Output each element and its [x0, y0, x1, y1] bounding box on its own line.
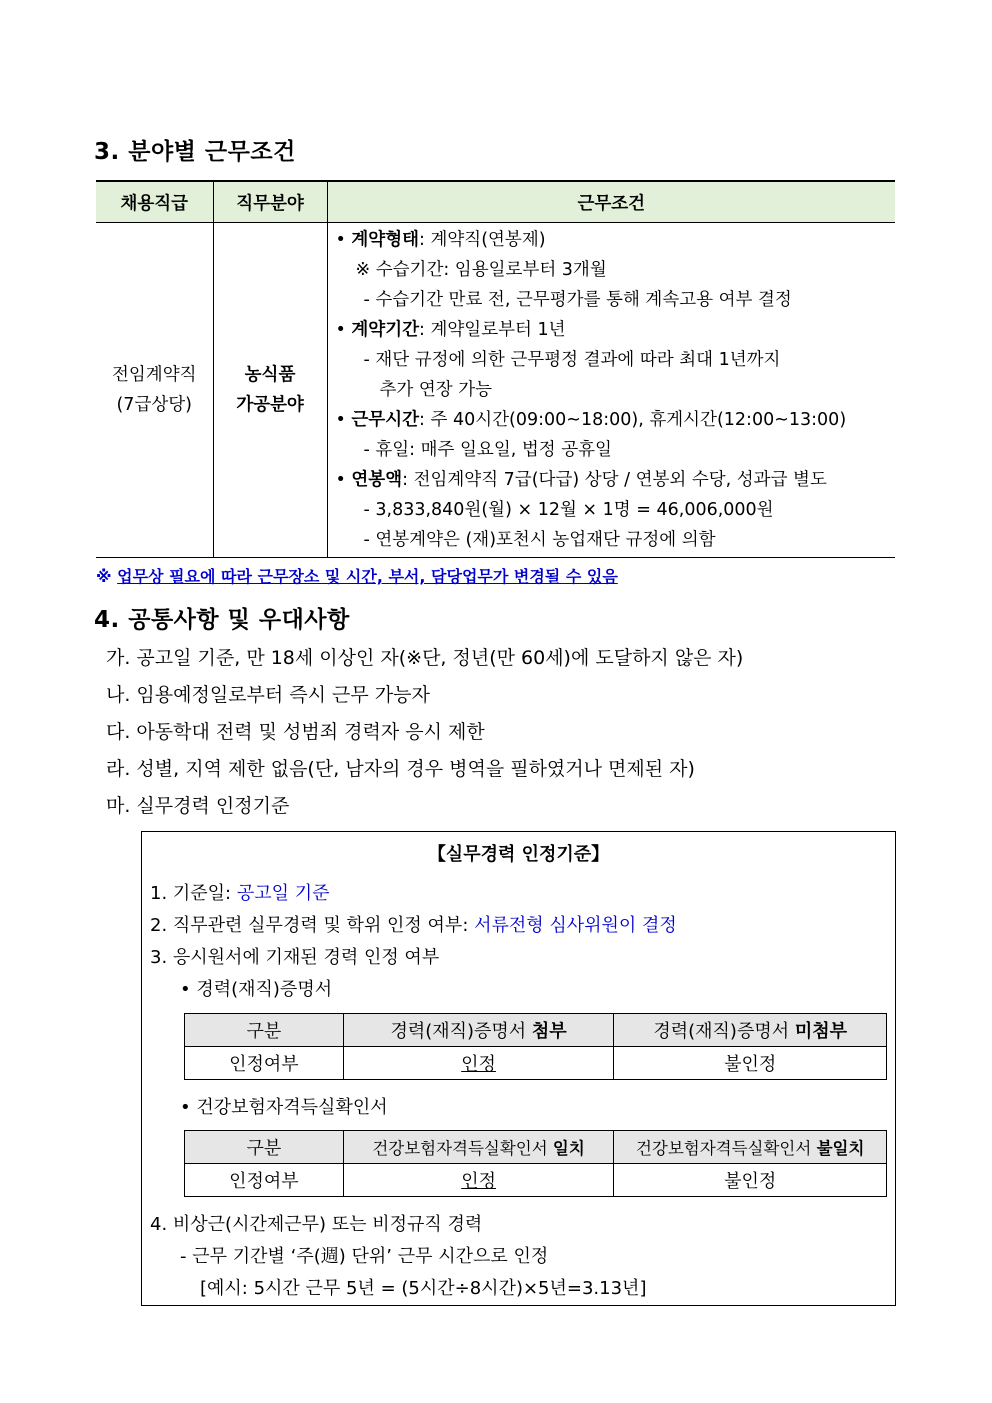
condition-salary	[336, 465, 888, 495]
section4-title: 4. 공통사항 및 우대사항	[94, 607, 350, 633]
position-line2: (7급상당)	[116, 395, 192, 415]
table-row	[185, 1047, 887, 1080]
table-header-row	[96, 181, 895, 223]
position-cell	[96, 223, 213, 558]
bullet: •	[335, 470, 346, 490]
col-match-text: 건강보험자격득실확인서	[372, 1139, 553, 1158]
row-label: 인정여부	[185, 1164, 344, 1197]
criteria-item-1	[150, 879, 330, 905]
criteria-1-value: 공고일 기준	[236, 883, 330, 904]
bullet-career-certificate: • 경력(재직)증명서	[180, 979, 333, 1000]
contract-period-label: 계약기간	[351, 320, 420, 340]
box-title: 【실무경력 인정기준】	[427, 844, 610, 865]
field-line1: 농식품	[244, 365, 296, 385]
work-hours-sub: - 휴일: 매주 일요일, 법정 공휴일	[363, 440, 612, 460]
probation-sub: - 수습기간 만료 전, 근무평가를 통해 계속고용 여부 결정	[363, 290, 792, 310]
salary-text: : 전임계약직 7급(다급) 상당 / 연봉외 수당, 성과급 별도	[402, 470, 827, 490]
condition-work-hours	[336, 405, 888, 435]
col-not-attached	[614, 1014, 887, 1047]
work-conditions-table	[96, 180, 895, 558]
salary-sub1: - 3,833,840원(월) × 12월 × 1명 = 46,006,000원	[363, 500, 774, 520]
criteria-4-example: [예시: 5시간 근무 5년 = (5시간÷8시간)×5년=3.13년]	[200, 1278, 647, 1299]
bullet: •	[335, 320, 346, 340]
row-label: 인정여부	[185, 1047, 344, 1080]
experience-criteria-box	[141, 831, 896, 1306]
col-category: 구분	[185, 1014, 344, 1047]
list-item: 라. 성별, 지역 제한 없음(단, 남자의 경우 병역을 필하였거나 면제된 자)	[106, 758, 695, 780]
criteria-item-3: 3. 응시원서에 기재된 경력 인정 여부	[150, 947, 440, 968]
contract-period-sub1: - 재단 규정에 의한 근무평정 결과에 따라 최대 1년까지	[363, 350, 781, 370]
conditions-cell	[327, 223, 895, 558]
bullet: •	[335, 410, 346, 430]
work-hours-label: 근무시간	[351, 410, 420, 430]
criteria-4-sub: - 근무 기간별 ‘주(週) 단위’ 근무 시간으로 인정	[180, 1246, 549, 1267]
col-mismatch	[614, 1131, 887, 1164]
col-attached-bold: 첨부	[531, 1021, 567, 1042]
contract-type-text: : 계약직(연봉제)	[419, 230, 546, 250]
col-attached	[343, 1014, 614, 1047]
note-mark: ※	[96, 567, 112, 586]
col-category: 구분	[185, 1131, 344, 1164]
table-row	[185, 1164, 887, 1197]
bullet-health-insurance: • 건강보험자격득실확인서	[180, 1097, 388, 1118]
criteria-2-label: 2. 직무관련 실무경력 및 학위 인정 여부:	[150, 915, 475, 936]
criteria-1-label: 1. 기준일:	[150, 883, 237, 904]
probation-note: ※ 수습기간: 임용일로부터 3개월	[355, 260, 607, 280]
contract-period-sub2: 추가 연장 가능	[379, 380, 493, 400]
header-position: 채용직급	[96, 181, 213, 223]
criteria-item-2	[150, 911, 677, 937]
table-row	[96, 223, 895, 558]
not-recognized-value: 불인정	[614, 1047, 887, 1080]
list-item: 가. 공고일 기준, 만 18세 이상인 자(※단, 정년(만 60세)에 도달하지 않은 자)	[106, 647, 744, 669]
list-item: 나. 임용예정일로부터 즉시 근무 가능자	[106, 684, 430, 706]
health-insurance-table	[184, 1130, 887, 1197]
header-field: 직무분야	[213, 181, 327, 223]
field-line2: 가공분야	[236, 395, 304, 415]
col-not-attached-bold: 미첨부	[794, 1021, 848, 1042]
salary-label: 연봉액	[351, 470, 403, 490]
contract-type-label: 계약형태	[351, 230, 420, 250]
condition-contract-type	[336, 225, 888, 255]
condition-contract-period	[336, 315, 888, 345]
col-mismatch-text: 건강보험자격득실확인서	[635, 1139, 817, 1158]
table-header-row	[185, 1131, 887, 1164]
col-match	[343, 1131, 614, 1164]
not-recognized-value: 불인정	[614, 1164, 887, 1197]
list-item: 다. 아동학대 전력 및 성범죄 경력자 응시 제한	[106, 721, 485, 743]
field-cell	[213, 223, 327, 558]
bullet: •	[335, 230, 346, 250]
career-certificate-table	[184, 1013, 887, 1080]
col-attached-text: 경력(재직)증명서	[390, 1021, 532, 1042]
criteria-2-value: 서류전형 심사위원이 결정	[474, 915, 677, 936]
section3-title: 3. 분야별 근무조건	[94, 139, 296, 165]
criteria-item-4: 4. 비상근(시간제근무) 또는 비정규직 경력	[150, 1214, 483, 1235]
work-hours-text: : 주 40시간(09:00~18:00), 휴게시간(12:00~13:00)	[419, 410, 847, 430]
position-line1: 전임계약직	[111, 365, 197, 385]
table-header-row	[185, 1014, 887, 1047]
recognized-value: 인정	[343, 1164, 614, 1197]
work-change-note	[96, 564, 618, 587]
header-conditions: 근무조건	[327, 181, 895, 223]
salary-sub2: - 연봉계약은 (재)포천시 농업재단 규정에 의함	[363, 530, 716, 550]
col-match-bold: 일치	[552, 1139, 585, 1158]
note-text: 업무상 필요에 따라 근무장소 및 시간, 부서, 담당업무가 변경될 수 있음	[117, 567, 618, 586]
list-item: 마. 실무경력 인정기준	[106, 795, 290, 817]
recognized-value: 인정	[343, 1047, 614, 1080]
requirements-list	[106, 640, 743, 825]
col-mismatch-bold: 불일치	[816, 1139, 865, 1158]
col-not-attached-text: 경력(재직)증명서	[653, 1021, 795, 1042]
contract-period-text: : 계약일로부터 1년	[419, 320, 566, 340]
